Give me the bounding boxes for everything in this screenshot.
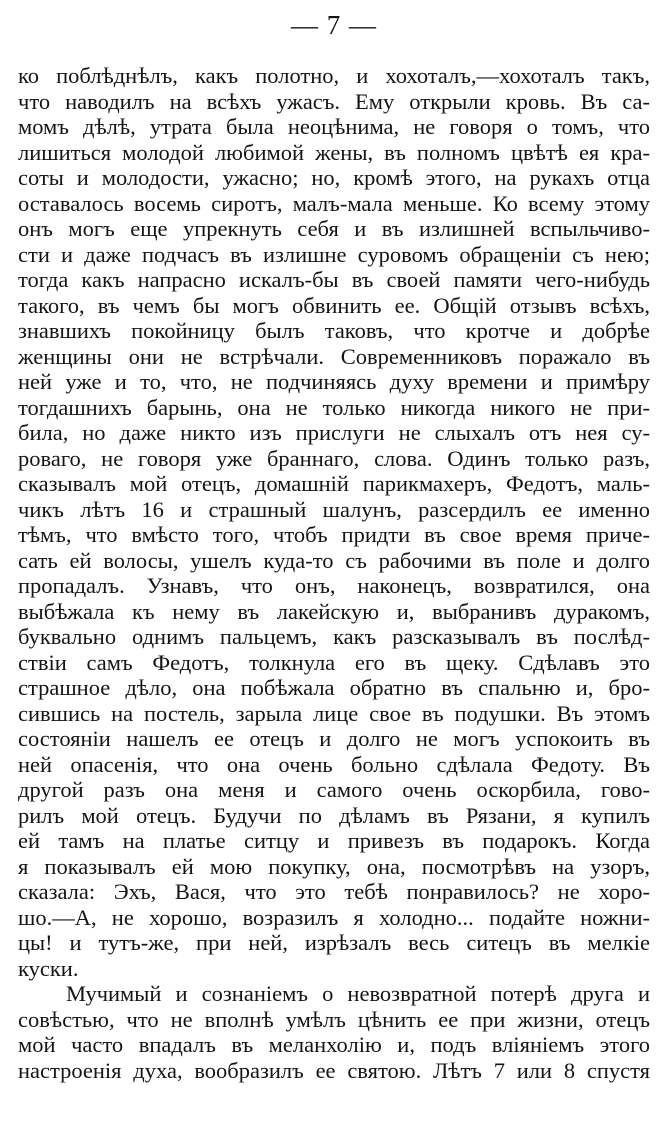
text-line: Мучимый и сознаніемъ о невозвратной потерѣ друга и: [66, 981, 650, 1006]
text-line: лишиться молодой любимой жены, въ полномъ цвѣтѣ ея кра-: [18, 139, 650, 165]
text-line: знавшихъ покойницу былъ таковъ, что кротче и добрѣе: [18, 318, 650, 343]
text-line: ствіи самъ Федотъ, толкнула его въ щеку. Сдѣлавъ это: [18, 649, 650, 675]
paragraph: [18, 63, 650, 981]
text-line: оставалось восемь сиротъ, малъ-мала меньше. Ко всему этому: [18, 190, 650, 216]
text-line: настроенія духа, вообразилъ ее святою. Лѣтъ 7 или 8 спустя: [18, 1057, 650, 1083]
text-line: мой часто впадалъ въ меланхолію и, подъ вліяніемъ этого: [18, 1032, 650, 1057]
page-number: — 7 —: [291, 10, 377, 40]
text-line: рилъ мой отецъ. Будучи по дѣламъ въ Рязани, я купилъ: [18, 802, 650, 828]
text-line: цы! и тутъ-же, при ней, изрѣзалъ весь ситецъ въ мелкіе: [18, 930, 650, 955]
text-line: сказала: Эхъ, Вася, что это тебѣ понравилось? не хоро-: [18, 879, 650, 904]
text-line: ней уже и то, что, не подчиняясь духу времени и примѣру: [18, 369, 650, 394]
text-line: куски.: [18, 955, 79, 981]
text-line: выбѣжала къ нему въ лакейскую и, выбранивъ дуракомъ,: [18, 598, 650, 624]
text-line: сать ей волосы, ушелъ куда-то съ рабочими въ поле и долго: [18, 547, 650, 573]
text-line: тогдашнихъ барынь, она не только никогда никого не при-: [18, 394, 650, 420]
text-line: что наводилъ на всѣхъ ужасъ. Ему открыли кровь. Въ са-: [18, 88, 650, 114]
text-line: пропадалъ. Узнавъ, что онъ, наконецъ, возвратился, она: [18, 573, 650, 598]
text-line: тѣмъ, что вмѣсто того, чтобъ придти въ свое время приче-: [18, 522, 650, 547]
text-line: соты и молодости, ужасно; но, кромѣ этого, на рукахъ отца: [18, 165, 650, 190]
text-line: другой разъ она меня и самого очень оскорбила, гово-: [18, 777, 650, 802]
text-line: ней опасенія, что она очень больно сдѣлала Федоту. Въ: [18, 751, 650, 777]
text-line: сказывалъ мой отецъ, домашній парикмахеръ, Федотъ, маль-: [18, 471, 650, 496]
text-line: чикъ лѣтъ 16 и страшный шалунъ, разсердилъ ее именно: [18, 496, 650, 522]
paragraph: [18, 981, 650, 1083]
text-line: сти и даже подчасъ въ излишне суровомъ обращеніи съ нею;: [18, 241, 650, 267]
text-line: онъ могъ еще упрекнуть себя и въ излишней вспыльчиво-: [18, 216, 650, 241]
text-line: момъ дѣлѣ, утрата была неоцѣнима, не говоря о томъ, что: [18, 114, 650, 139]
text-line: била, но даже никто изъ прислуги не слыхалъ отъ нея су-: [18, 420, 650, 445]
text-line: совѣстью, что не вполнѣ умѣлъ цѣнить ее при жизни, отецъ: [18, 1006, 650, 1032]
text-line: роваго, не говоря уже браннаго, слова. Одинъ только разъ,: [18, 445, 650, 471]
text-line: такого, въ чемъ бы могъ обвинить ее. Общій отзывъ всѣхъ,: [18, 292, 650, 318]
text-line: буквально однимъ пальцемъ, какъ разсказывалъ въ послѣд-: [18, 624, 650, 649]
text-line: я показывалъ ей мою покупку, она, посмотрѣвъ на узоръ,: [18, 853, 650, 879]
text-line: ей тамъ на платье ситцу и привезъ въ подарокъ. Когда: [18, 828, 650, 853]
text-line: ко поблѣднѣлъ, какъ полотно, и хохоталъ,—хохоталъ такъ,: [18, 63, 650, 88]
body-text: [18, 63, 650, 1083]
text-line: сившись на постель, зарыла лице свое въ подушки. Въ этомъ: [18, 700, 650, 726]
text-line: состояніи нашелъ ее отецъ и долго не могъ успокоить въ: [18, 726, 650, 751]
text-line: тогда какъ напрасно искалъ-бы въ своей памяти чего-нибудь: [18, 267, 650, 292]
text-line: женщины они не встрѣчали. Современниковъ поражало въ: [18, 343, 650, 369]
text-line: шо.—А, не хорошо, возразилъ я холодно... подайте ножни-: [18, 904, 650, 930]
text-line: страшное дѣло, она побѣжала обратно въ спальню и, бро-: [18, 675, 650, 700]
